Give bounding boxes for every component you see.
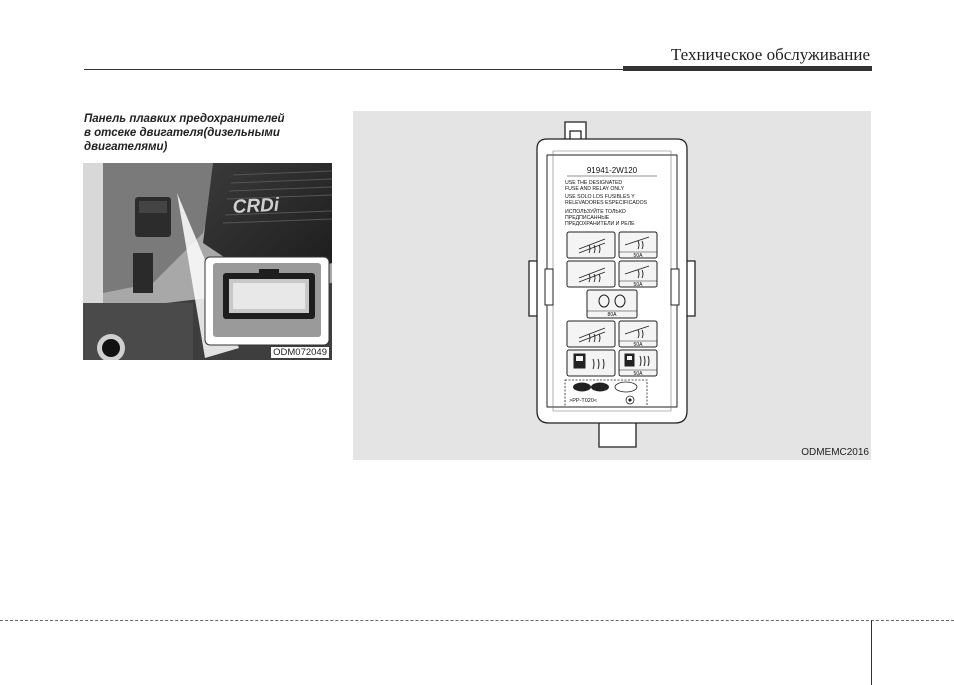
caption-line-2: в отсеке двигателя(дизельными bbox=[84, 127, 280, 139]
fuse-rating-5: 50A bbox=[633, 371, 643, 377]
diagram-code: ODMEMC2016 bbox=[801, 447, 869, 458]
header-accent-bar bbox=[623, 66, 872, 71]
caption-line-3: двигателями) bbox=[84, 141, 168, 153]
label-code: >PP-T020< bbox=[569, 398, 598, 404]
relay-slot-1 bbox=[567, 232, 615, 258]
relay-slot-2 bbox=[567, 261, 615, 287]
note-line-3: USE SOLO LOS FUSIBLES Y bbox=[565, 194, 635, 200]
note-line-6: ПРЕДПИСАННЫЕ bbox=[565, 215, 610, 221]
note-line-2: FUSE AND RELAY ONLY bbox=[565, 186, 625, 192]
engine-cover-text: CRDi bbox=[232, 194, 280, 218]
note-line-4: RELEVADORES ESPECIFICADOS bbox=[565, 200, 648, 206]
note-line-1: USE THE DESIGNATED bbox=[565, 180, 623, 186]
fuse-cover-diagram bbox=[353, 111, 871, 460]
relay-slot-3 bbox=[567, 321, 615, 347]
fuse-rating-1: 50A bbox=[633, 253, 643, 259]
photo-code: ODM072049 bbox=[273, 347, 327, 358]
part-number: 91941-2W120 bbox=[586, 166, 638, 175]
footer-page-divider bbox=[871, 620, 872, 685]
engine-bay-photo bbox=[83, 163, 332, 360]
section-title: Техническое обслуживание bbox=[670, 45, 870, 64]
fuse-rating-2: 50A bbox=[633, 282, 643, 288]
fuse-rating-3: 80A bbox=[607, 312, 617, 318]
figure-caption bbox=[84, 112, 334, 154]
note-line-5: ИСПОЛЬЗУЙТЕ ТОЛЬКО bbox=[565, 209, 626, 215]
caption-line-1: Панель плавких предохранителей bbox=[84, 113, 285, 125]
footer-rule bbox=[0, 620, 954, 621]
fuse-rating-4: 50A bbox=[633, 342, 643, 348]
note-line-7: ПРЕДОХРАНИТЕЛИ И РЕЛЕ bbox=[565, 221, 635, 227]
